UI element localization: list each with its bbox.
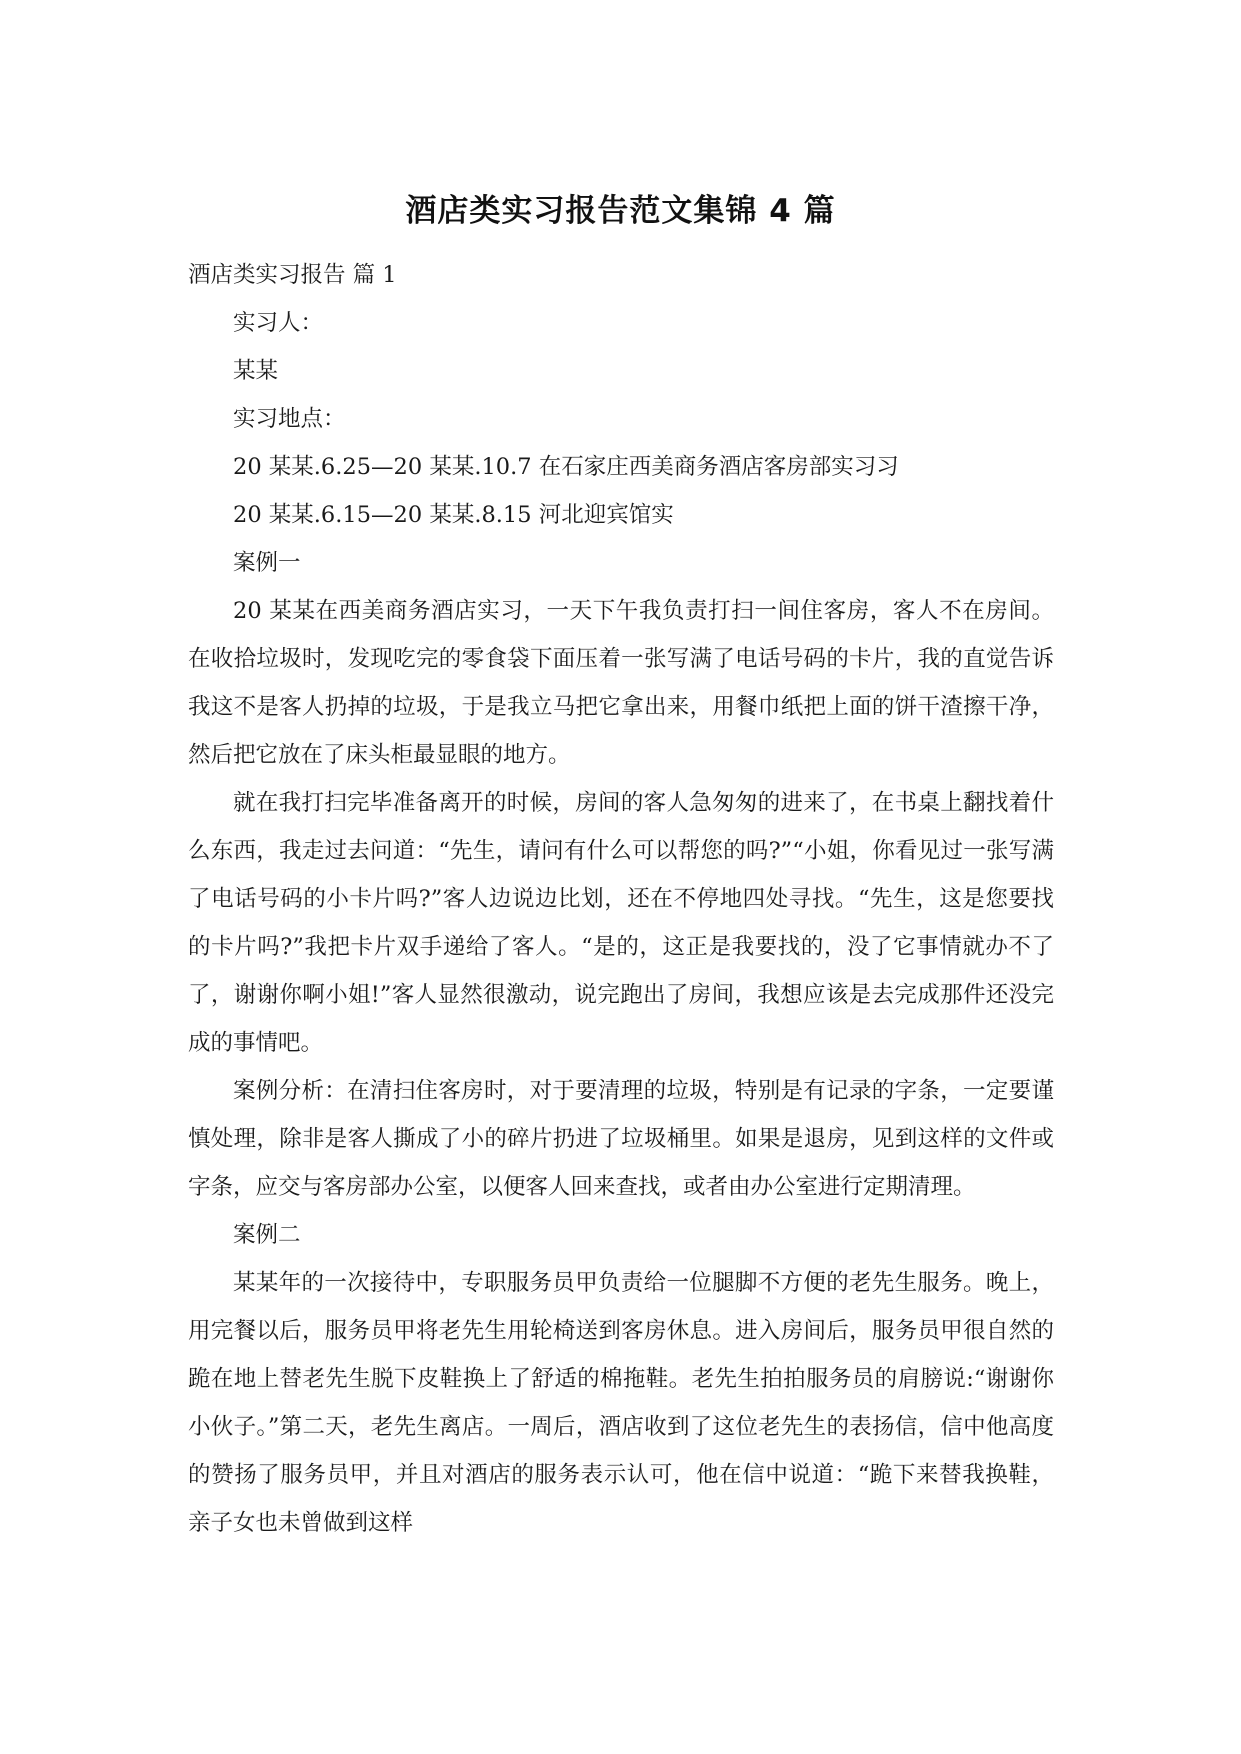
intern-name: 某某: [233, 358, 279, 384]
location-line-2: 20 某某.6.15—20 某某.8.15 河北迎宾馆实: [233, 502, 674, 528]
document-body: [188, 251, 1054, 1547]
location-label: 实习地点：: [233, 406, 346, 432]
document-title: 酒店类实习报告范文集锦 4 篇: [405, 193, 836, 229]
intern-label: 实习人：: [233, 310, 324, 336]
body-paragraph: 就在我打扫完毕准备离开的时候，房间的客人急匆匆的进来了，在书桌上翻找着什么东西，我走过去问道：“先生，请问有什么可以帮您的吗?”“小姐，你看见过一张写满了电话号码的小卡片吗?”客人边说边比划，还在不停地四处寻找。“先生，这是您要找的卡片吗?”我把卡片双手递给了客人。“是的，这正是我要找的，没了它事情就办不了了，谢谢你啊小姐!”客人显然很激动，说完跑出了房间，我想应该是去完成那件还没完成的事情吧。: [188, 790, 1054, 1056]
case-one-heading: 案例一: [233, 550, 301, 576]
location-line-1: 20 某某.6.25—20 某某.10.7 在石家庄西美商务酒店客房部实习习: [233, 454, 899, 480]
body-paragraph: 20 某某在西美商务酒店实习，一天下午我负责打扫一间住客房，客人不在房间。在收拾垃圾时，发现吃完的零食袋下面压着一张写满了电话号码的卡片，我的直觉告诉我这不是客人扔掉的垃圾，于是我立马把它拿出来，用餐巾纸把上面的饼干渣擦干净，然后把它放在了床头柜最显眼的地方。: [188, 598, 1054, 768]
body-paragraph: 某某年的一次接待中，专职服务员甲负责给一位腿脚不方便的老先生服务。晚上，用完餐以后，服务员甲将老先生用轮椅送到客房休息。进入房间后，服务员甲很自然的跪在地上替老先生脱下皮鞋换上了舒适的棉拖鞋。老先生拍拍服务员的肩膀说:“谢谢你小伙子。”第二天，老先生离店。一周后，酒店收到了这位老先生的表扬信，信中他高度的赞扬了服务员甲，并且对酒店的服务表示认可，他在信中说道：“跪下来替我换鞋，亲子女也未曾做到这样: [188, 1270, 1054, 1536]
case-analysis-paragraph: 案例分析：在清扫住客房时，对于要清理的垃圾，特别是有记录的字条，一定要谨慎处理，除非是客人撕成了小的碎片扔进了垃圾桶里。如果是退房，见到这样的文件或字条，应交与客房部办公室，以便客人回来查找，或者由办公室进行定期清理。: [188, 1078, 1054, 1200]
section-heading: 酒店类实习报告 篇 1: [188, 262, 397, 288]
case-two-heading: 案例二: [233, 1222, 301, 1248]
